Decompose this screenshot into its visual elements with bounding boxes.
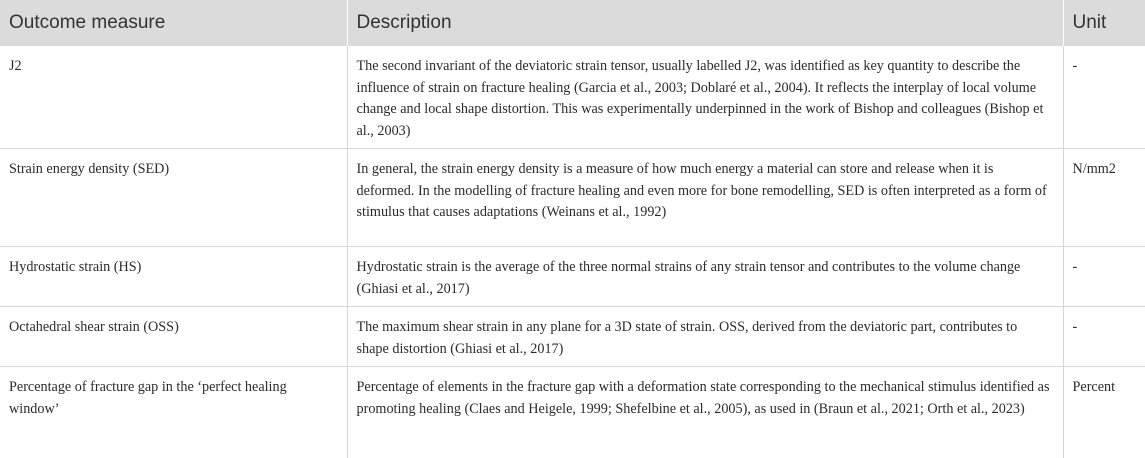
cell-measure: Hydrostatic strain (HS) <box>0 247 347 307</box>
table-body <box>0 46 1145 458</box>
table-row <box>0 367 1145 458</box>
cell-unit: - <box>1063 46 1145 149</box>
cell-description: The second invariant of the deviatoric strain tensor, usually labelled J2, was identified as key quantity to describe the influence of strain on fracture healing (Garcia et al., 2003; Doblaré et al., 2004). It reflects the interplay of local volume change and local shape distortion. This was experimentally underpinned in the work of Bishop and colleagues (Bishop et al., 2003) <box>347 46 1063 149</box>
cell-measure: Octahedral shear strain (OSS) <box>0 307 347 367</box>
header-outcome-measure: Outcome measure <box>0 0 347 46</box>
cell-measure: Percentage of fracture gap in the ‘perfect healing window’ <box>0 367 347 458</box>
cell-unit: - <box>1063 307 1145 367</box>
cell-description: Percentage of elements in the fracture gap with a deformation state corresponding to the mechanical stimulus identified as promoting healing (Claes and Heigele, 1999; Shefelbine et al., 2005), as used in (Braun et al., 2021; Orth et al., 2023) <box>347 367 1063 458</box>
cell-measure: Strain energy density (SED) <box>0 149 347 247</box>
cell-unit: N/mm2 <box>1063 149 1145 247</box>
cell-unit: Percent <box>1072 379 1116 395</box>
cell-description: In general, the strain energy density is a measure of how much energy a material can store and release when it is deformed. In the modelling of fracture healing and even more for bone remodelling, SED is often interpreted as a form of stimulus that causes adaptations (Weinans et al., 1992) <box>347 149 1063 247</box>
table-header <box>0 0 1145 46</box>
table-row <box>0 149 1145 247</box>
cell-measure: J2 <box>0 46 347 149</box>
cell-unit: - <box>1063 247 1145 307</box>
table-row <box>0 46 1145 149</box>
header-description: Description <box>347 0 1063 46</box>
cell-description: Hydrostatic strain is the average of the three normal strains of any strain tensor and contributes to the volume change (Ghiasi et al., 2017) <box>347 247 1063 307</box>
table-row <box>0 307 1145 367</box>
table-row <box>0 247 1145 307</box>
header-row <box>0 0 1145 46</box>
cell-description: The maximum shear strain in any plane for a 3D state of strain. OSS, derived from the deviatoric part, contributes to shape distortion (Ghiasi et al., 2017) <box>347 307 1063 367</box>
header-unit: Unit <box>1063 0 1145 46</box>
